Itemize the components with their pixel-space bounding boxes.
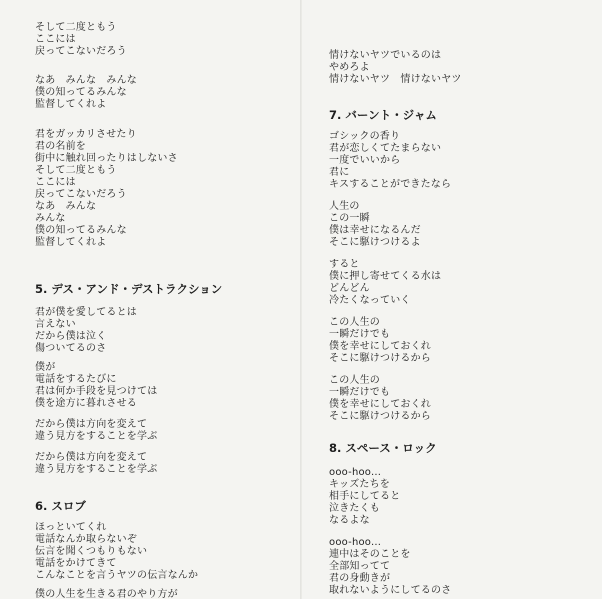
lyric-line: すると [329,259,360,270]
lyric-line: 一瞬だけでも [329,329,391,340]
lyric-line: 街中に触れ回ったりはしないさ [35,153,178,164]
lyric-line: 違う見方をすることを学ぶ [35,431,158,442]
lyric-line: 僕が [35,362,56,373]
lyric-line: 君が恋しくてたまらない [329,143,442,154]
lyric-line: キッズたちを [329,479,390,490]
lyric-line: 連中はそのことを [329,549,411,560]
page-fold [300,0,302,599]
lyric-line: この人生の [329,375,380,386]
lyric-line: ここには [35,34,76,45]
lyric-line: 戻ってこないだろう [35,189,127,200]
lyric-line: 僕の人生を生きる君のやり方が [35,589,178,599]
lyric-line: ooo-hoo... [329,537,382,548]
lyric-line: 僕の知ってるみんな [35,225,127,236]
lyric-line: なあ みんな [35,201,97,212]
lyric-line: ほっといてくれ [35,522,107,533]
lyric-line: 戻ってこないだろう [35,46,127,57]
lyric-line: 僕を途方に暮れさせる [35,398,137,409]
lyric-line: そして二度ともう [35,22,117,33]
lyric-line: ooo-hoo... [329,467,382,478]
bleed-through-text-right [500,44,600,599]
lyric-line: 君が僕を愛してるとは [35,307,137,318]
lyric-line: そこに駆けつけるよ [329,237,421,248]
lyric-line: 情けないヤツ 情けないヤツ [329,74,462,85]
lyric-line: 君に [329,167,350,178]
lyric-line: そこに駆けつけるから [329,353,431,364]
lyric-line: 一度でいいから [329,155,401,166]
lyric-line: ここには [35,177,76,188]
lyric-line: だから僕は方向を変えて [35,419,148,430]
lyric-line: 君は何か手段を見つけては [35,386,158,397]
lyric-line: この人生の [329,317,380,328]
lyric-line: 相手にしてると [329,491,401,502]
lyric-line: 傷ついてるのさ [35,343,107,354]
lyric-line: 僕の知ってるみんな [35,87,127,98]
lyric-line: 一瞬だけでも [329,387,391,398]
lyric-line: そこに駆けつけるから [329,411,431,422]
song-title: 7. バーント・ジャム [329,108,437,122]
lyric-line: 僕を幸せにしておくれ [329,399,431,410]
lyric-line: この一瞬 [329,213,370,224]
lyric-line: 電話をするたびに [35,374,117,385]
lyric-line: 泣きたくも [329,503,380,514]
lyric-line: 全部知ってて [329,561,391,572]
lyric-line: 情けないヤツでいるのは [329,50,442,61]
lyric-line: 伝言を聞くつもりもない [35,546,148,557]
lyric-line: 監督してくれよ [35,99,107,110]
lyric-line: 僕を幸せにしておくれ [329,341,431,352]
lyric-line: 取れないようにしてるのさ [329,585,452,596]
lyric-line: だから僕は泣く [35,331,107,342]
lyric-line: なるよな [329,515,370,526]
bleed-through-text-left [198,20,298,599]
lyric-line: どんどん [329,283,370,294]
song-title: 6. スロブ [35,499,86,513]
lyric-line: 電話をかけてきて [35,558,117,569]
lyric-line: 僕は幸せになるんだ [329,225,421,236]
lyric-line: キスすることができたなら [329,179,452,190]
lyric-line: 君の身動きが [329,573,391,584]
lyric-line: 電話なんか取らないぞ [35,534,137,545]
lyric-line: 僕に押し寄せてくる水は [329,271,442,282]
lyric-line: みんな [35,213,66,224]
lyric-line: だから僕は方向を変えて [35,452,148,463]
song-title: 5. デス・アンド・デストラクション [35,282,223,296]
song-title: 8. スペース・ロック [329,441,437,455]
lyric-line: やめろよ [329,62,370,73]
lyric-line: 監督してくれよ [35,237,107,248]
lyric-line: 君の名前を [35,141,86,152]
lyric-line: ゴシックの香り [329,131,401,142]
lyric-line: 君をガッカリさせたり [35,129,137,140]
lyric-line: 人生の [329,201,360,212]
lyric-line: 冷たくなっていく [329,295,411,306]
lyric-line: こんなことを言うヤツの伝言なんか [35,570,199,581]
lyric-line: 言えない [35,319,76,330]
lyric-line: なあ みんな みんな [35,75,137,86]
lyric-line: 違う見方をすることを学ぶ [35,464,158,475]
lyric-line: そして二度ともう [35,165,117,176]
